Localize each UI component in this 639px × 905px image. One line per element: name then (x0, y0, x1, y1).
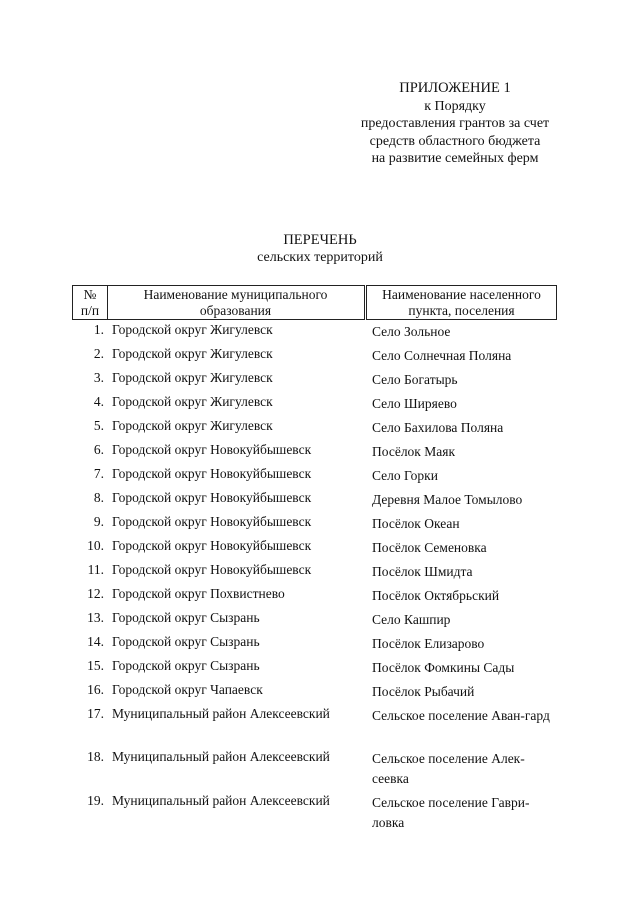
table-row (0, 609, 639, 633)
row-municipality: Городской округ Жигулевск (112, 418, 273, 433)
table-row (0, 633, 639, 657)
row-settlement: Посёлок Елизарово (372, 636, 485, 651)
row-municipality: Городской округ Жигулевск (112, 370, 273, 385)
row-settlement: Село Бахилова Поляна (372, 420, 504, 435)
row-number: 4. (93, 394, 104, 409)
row-number: 13. (87, 610, 104, 625)
row-number: 6. (93, 442, 104, 457)
row-settlement: Посёлок Океан (372, 516, 460, 531)
table-row (0, 657, 639, 681)
row-settlement: Деревня Малое Томылово (372, 492, 523, 507)
appendix-heading: ПРИЛОЖЕНИЕ 1 (399, 80, 511, 96)
row-number: 12. (87, 586, 104, 601)
table-row (0, 345, 639, 369)
table-row (0, 369, 639, 393)
list-title-heading: ПЕРЕЧЕНЬ (283, 232, 357, 248)
row-municipality: Городской округ Жигулевск (112, 394, 273, 409)
row-settlement: Посёлок Фомкины Сады (372, 660, 515, 675)
header-number (72, 285, 108, 320)
appendix-line: к Порядку (424, 98, 486, 114)
row-municipality: Городской округ Сызрань (112, 658, 260, 673)
header-number-line: № (83, 287, 97, 302)
row-settlement: Посёлок Шмидта (372, 564, 473, 579)
header-settlement-line: пункта, поселения (408, 303, 515, 318)
table-row (0, 513, 639, 537)
row-municipality: Городской округ Новокуйбышевск (112, 514, 312, 529)
table-row (0, 417, 639, 441)
header-municipality (107, 285, 365, 320)
row-number: 14. (87, 634, 104, 649)
table-row (0, 561, 639, 585)
row-municipality: Городской округ Новокуйбышевск (112, 490, 312, 505)
row-settlement: Село Кашпир (372, 612, 451, 627)
row-number: 5. (93, 418, 104, 433)
row-settlement: Село Зольное (372, 324, 451, 339)
table-row (0, 792, 639, 836)
table-row (0, 393, 639, 417)
row-settlement: Сельское поселение Аван-гард (372, 708, 550, 723)
row-settlement: Посёлок Семеновка (372, 540, 487, 555)
row-number: 19. (87, 793, 104, 808)
list-title-subheading: сельских территорий (257, 250, 383, 265)
row-municipality: Городской округ Новокуйбышевск (112, 562, 312, 577)
list-title (200, 232, 440, 266)
row-municipality: Городской округ Сызрань (112, 634, 260, 649)
row-number: 10. (87, 538, 104, 553)
row-municipality: Городской округ Новокуйбышевск (112, 466, 312, 481)
table-row (0, 441, 639, 465)
appendix-block (340, 80, 570, 168)
table-row (0, 705, 639, 748)
header-number-line: п/п (80, 303, 100, 318)
row-municipality: Муниципальный район Алексеевский (112, 706, 330, 721)
row-number: 9. (93, 514, 104, 529)
appendix-line: предоставления грантов за счет (360, 116, 550, 131)
row-number: 3. (93, 370, 104, 385)
table-row (0, 537, 639, 561)
table-row (0, 489, 639, 513)
header-municipality-line: Наименование муниципального (143, 287, 328, 302)
appendix-line: на развитие семейных ферм (371, 151, 539, 166)
row-number: 7. (93, 466, 104, 481)
row-settlement: Село Ширяево (372, 396, 457, 411)
row-municipality: Муниципальный район Алексеевский (112, 793, 330, 808)
row-municipality: Муниципальный район Алексеевский (112, 749, 330, 764)
row-number: 17. (87, 706, 104, 721)
row-settlement: Село Горки (372, 468, 438, 483)
row-settlement: Посёлок Рыбачий (372, 684, 475, 699)
row-municipality: Городской округ Чапаевск (112, 682, 263, 697)
row-settlement: Сельское поселение Алек-сеевка (372, 751, 525, 786)
row-number: 8. (93, 490, 104, 505)
row-number: 18. (87, 749, 104, 764)
table-row (0, 465, 639, 489)
row-settlement: Посёлок Маяк (372, 444, 456, 459)
header-municipality-line: образования (199, 303, 272, 318)
row-municipality: Городской округ Новокуйбышевск (112, 442, 312, 457)
row-municipality: Городской округ Жигулевск (112, 346, 273, 361)
row-number: 1. (93, 322, 104, 337)
row-municipality: Городской округ Похвистнево (112, 586, 285, 601)
row-settlement: Посёлок Октябрьский (372, 588, 500, 603)
row-number: 15. (87, 658, 104, 673)
table-row (0, 748, 639, 792)
header-settlement (366, 285, 557, 320)
row-municipality: Городской округ Сызрань (112, 610, 260, 625)
table-body (0, 321, 639, 836)
row-settlement: Село Солнечная Поляна (372, 348, 512, 363)
appendix-line: средств областного бюджета (369, 133, 541, 149)
row-municipality: Городской округ Жигулевск (112, 322, 273, 337)
row-number: 11. (87, 562, 104, 577)
row-number: 2. (93, 346, 104, 361)
row-number: 16. (87, 682, 104, 697)
table-row (0, 681, 639, 705)
table-row (0, 321, 639, 345)
row-settlement: Село Богатырь (372, 372, 458, 387)
header-settlement-line: Наименование населенного (382, 287, 541, 302)
row-settlement: Сельское поселение Гаври-ловка (372, 795, 530, 830)
row-municipality: Городской округ Новокуйбышевск (112, 538, 312, 553)
table-row (0, 585, 639, 609)
